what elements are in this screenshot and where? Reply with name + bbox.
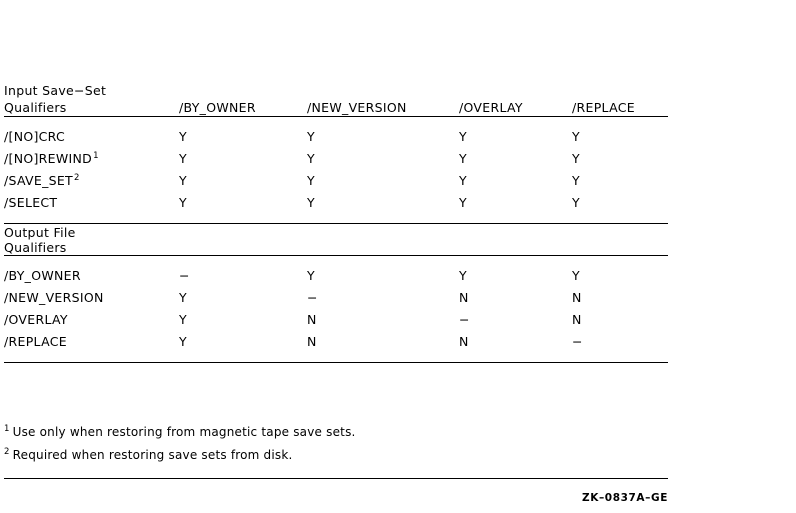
section-label [4, 225, 668, 256]
table-row [4, 334, 668, 356]
row-label-select [4, 195, 179, 217]
section-label-line1: Output File [4, 225, 76, 240]
table-row [4, 151, 668, 173]
cell-new-version-replace: N [572, 290, 582, 305]
section-label-line2: Qualifiers [4, 240, 67, 255]
footnote-marker: 1 [4, 424, 10, 434]
column-header-by-owner: /BY_OWNER [179, 100, 256, 115]
cell-crc-replace: Y [572, 129, 580, 144]
cell-new-version-new-version: − [307, 290, 318, 305]
spacer [4, 257, 668, 268]
row-label-overlay [4, 312, 179, 334]
cell-by-owner-by-owner: − [179, 268, 190, 283]
table-row [4, 312, 668, 334]
column-header-overlay: /OVERLAY [459, 100, 523, 115]
row-label-text: /REPLACE [4, 334, 67, 349]
row-label-text: /NEW_VERSION [4, 290, 104, 305]
cell-rewind-by-owner: Y [179, 151, 187, 166]
footnote-marker-1: 1 [93, 150, 99, 161]
row-label-new-version [4, 290, 179, 312]
table-row [4, 173, 668, 195]
header-row-label-line1: Input Save−Set [4, 83, 107, 98]
cell-overlay-new-version: N [307, 312, 317, 327]
row-label-text: /[NO]REWIND [4, 151, 93, 166]
cell-overlay-by-owner: Y [179, 312, 187, 327]
column-header-replace: /REPLACE [572, 100, 635, 115]
table-row [4, 129, 668, 151]
row-label-text: /BY_OWNER [4, 268, 81, 283]
row-label-crc [4, 129, 179, 151]
cell-by-owner-overlay: Y [459, 268, 467, 283]
table-header-row [4, 82, 668, 117]
cell-rewind-replace: Y [572, 151, 580, 166]
figure-reference: ZK–0837A–GE [582, 492, 668, 504]
cell-select-replace: Y [572, 195, 580, 210]
column-header-new-version: /NEW_VERSION [307, 100, 407, 115]
rule-line [4, 363, 668, 365]
footnote-marker-2: 2 [74, 172, 80, 183]
cell-replace-replace: − [572, 334, 583, 349]
table-row [4, 195, 668, 217]
header-row-label-line2: Qualifiers [4, 100, 67, 115]
cell-overlay-overlay: − [459, 312, 470, 327]
cell-by-owner-replace: Y [572, 268, 580, 283]
row-label-text: /SAVE_SET [4, 173, 73, 188]
cell-overlay-replace: N [572, 312, 582, 327]
section-header-output-file [4, 225, 668, 256]
row-label-text: /[NO]CRC [4, 129, 66, 144]
cell-by-owner-new-version: Y [307, 268, 315, 283]
cell-rewind-overlay: Y [459, 151, 467, 166]
qualifier-matrix-table [4, 82, 668, 364]
row-label-replace [4, 334, 179, 356]
footnote-text: Required when restoring save sets from disk. [12, 448, 293, 462]
table-row [4, 268, 668, 290]
bottom-rule [4, 478, 668, 479]
cell-select-new-version: Y [307, 195, 315, 210]
cell-select-by-owner: Y [179, 195, 187, 210]
header-row-label [4, 82, 179, 117]
footnote-marker: 2 [4, 447, 10, 457]
footnote-2 [4, 447, 668, 463]
spacer [4, 118, 668, 129]
footnotes-rule [4, 363, 668, 365]
cell-replace-new-version: N [307, 334, 317, 349]
footnote-text: Use only when restoring from magnetic tape save sets. [12, 425, 356, 439]
row-label-by-owner [4, 268, 179, 290]
row-label-rewind [4, 151, 179, 173]
footnote-1 [4, 424, 668, 440]
cell-save-set-by-owner: Y [179, 173, 187, 188]
cell-replace-by-owner: Y [179, 334, 187, 349]
cell-save-set-replace: Y [572, 173, 580, 188]
cell-save-set-overlay: Y [459, 173, 467, 188]
cell-crc-overlay: Y [459, 129, 467, 144]
footnotes [4, 424, 668, 470]
table-row [4, 290, 668, 312]
cell-new-version-by-owner: Y [179, 290, 187, 305]
cell-rewind-new-version: Y [307, 151, 315, 166]
cell-replace-overlay: N [459, 334, 469, 349]
cell-save-set-new-version: Y [307, 173, 315, 188]
row-label-text: /OVERLAY [4, 312, 68, 327]
cell-crc-new-version: Y [307, 129, 315, 144]
cell-select-overlay: Y [459, 195, 467, 210]
cell-crc-by-owner: Y [179, 129, 187, 144]
matrix [4, 82, 668, 364]
row-label-text: /SELECT [4, 195, 58, 210]
cell-new-version-overlay: N [459, 290, 469, 305]
row-label-save-set [4, 173, 179, 195]
